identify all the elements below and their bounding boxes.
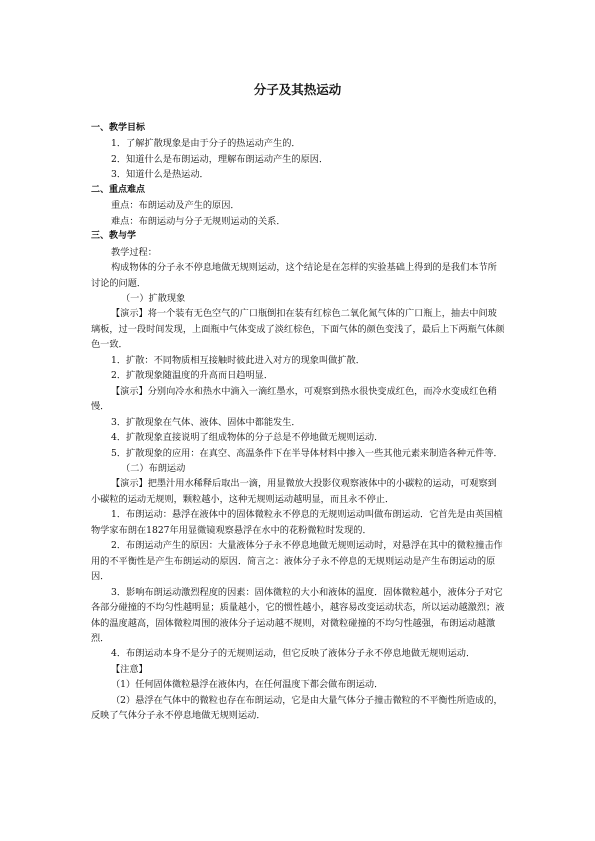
section-heading-goals: 一、教学目标 bbox=[91, 123, 146, 133]
point-paragraph: 3．扩散现象在气体、液体、固体中都能发生． bbox=[111, 416, 301, 428]
intro-paragraph: 构成物体的分子永不停息地做无规则运动，这个结论是在怎样的实验基础上得到的是我们本节所讨论的问题． bbox=[91, 262, 497, 289]
goal-item: 3．知道什么是热运动． bbox=[111, 169, 209, 181]
demo-paragraph: 【演示】把墨汁用水稀释后取出一滴，用显微放大投影仪观察液体中的小碳粒的运动，可观察到小碳粒的运动无规则，颗粒越小，这种无规则运动越明显，而且永不停止． bbox=[91, 478, 497, 505]
document-body bbox=[91, 121, 506, 724]
note-label: 【注意】 bbox=[111, 663, 148, 675]
point-paragraph: 1．布朗运动：悬浮在液体中的固体微粒永不停息的无规则运动叫做布朗运动．它首先是由英国植物学家布朗在1827年用显微镜观察悬浮在水中的花粉微粒时发现的． bbox=[91, 509, 503, 536]
point-paragraph: 3．影响布朗运动激烈程度的因素：固体微粒的大小和液体的温度．固体微粒越小，液体分子对它各部分碰撞的不均匀性越明显；质量越小，它的惯性越小，越容易改变运动状态，所以运动越激烈；液体的温度越高，固体微粒周围的液体分子运动越不规则，对微粒碰撞的不均匀性越强，布朗运动越激烈． bbox=[91, 586, 505, 644]
goal-item: 2．知道什么是布朗运动，理解布朗运动产生的原因． bbox=[111, 153, 329, 165]
demo-paragraph: 【演示】将一个装有无色空气的广口瓶倒扣在装有红棕色二氧化氮气体的广口瓶上，抽去中间玻璃板，过一段时间发现，上面瓶中气体变成了淡红棕色，下面气体的颜色变浅了，最后上下两瓶气体颜色一致． bbox=[91, 308, 505, 351]
section-heading-teaching: 三、教与学 bbox=[91, 231, 137, 242]
difficulty-item: 难点：布朗运动与分子无规则运动的关系． bbox=[111, 215, 286, 227]
subsection-diffusion: （一）扩散现象 bbox=[121, 292, 186, 304]
note-item: （2）悬浮在气体中的微粒也存在布朗运动，它是由大量气体分子撞击微粒的不平衡性所造成的，反映了气体分子永不停息地做无规则运动． bbox=[91, 694, 503, 722]
point-paragraph: 2．扩散现象随温度的升高而日趋明显． bbox=[111, 370, 274, 382]
point-paragraph: 5．扩散现象的应用：在真空、高温条件下在半导体材料中掺入一些其他元素来制造各种元件等． bbox=[111, 447, 503, 459]
point-paragraph: 4．布朗运动本身不是分子的无规则运动，但它反映了液体分子永不停息地做无规则运动． bbox=[111, 648, 476, 660]
document-title: 分子及其热运动 bbox=[253, 82, 342, 97]
demo-paragraph: 【演示】分别向冷水和热水中滴入一滴红墨水，可观察到热水很快变成红色，而冷水变成红色稍慢． bbox=[91, 385, 497, 413]
section-heading-focus: 二、重点难点 bbox=[91, 184, 146, 195]
note-item: （1）任何固体微粒悬浮在液体内，在任何温度下都会做布朗运动． bbox=[111, 679, 384, 691]
goal-item: 1．了解扩散现象是由于分子的热运动产生的． bbox=[111, 138, 301, 150]
point-paragraph: 4．扩散现象直接说明了组成物体的分子总是不停地做无规则运动． bbox=[111, 432, 384, 444]
process-label: 教学过程： bbox=[111, 246, 157, 258]
point-paragraph: 1．扩散：不同物质相互接触时彼此进入对方的现象叫做扩散． bbox=[111, 354, 365, 366]
point-paragraph: 2．布朗运动产生的原因：大量液体分子永不停息地做无规则运动时，对悬浮在其中的微粒撞击作用的不平衡性是产生布朗运动的原因．简言之：液体分子永不停息的无规则运动是产生布朗运动的原因． bbox=[91, 540, 503, 583]
focus-item: 重点：布朗运动及产生的原因． bbox=[111, 200, 240, 212]
subsection-brownian: （二）布朗运动 bbox=[121, 462, 186, 474]
